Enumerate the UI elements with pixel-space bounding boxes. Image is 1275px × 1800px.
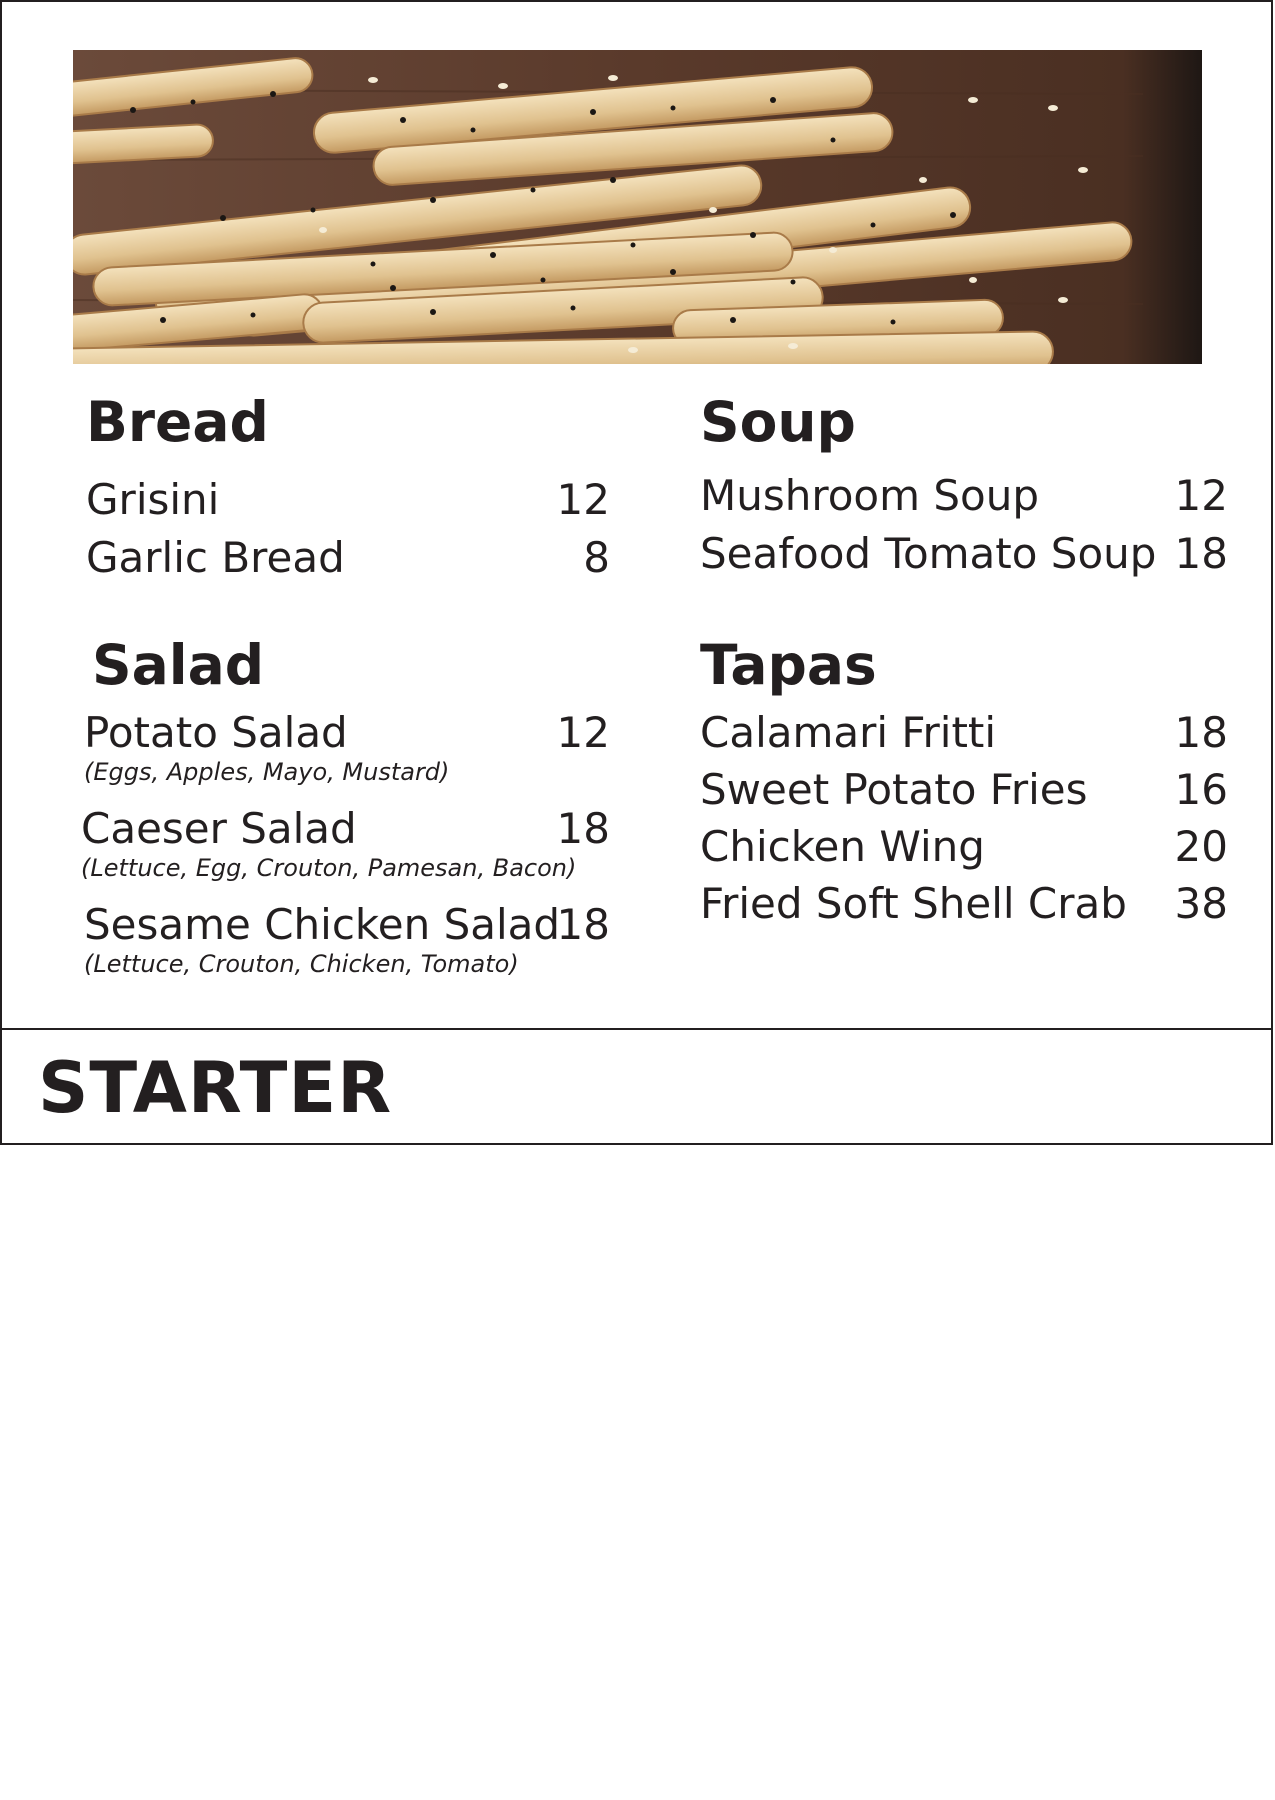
item-price: 38 [1174, 879, 1228, 928]
menu-item [700, 764, 1228, 820]
breadsticks-photo [73, 50, 1202, 364]
item-name: Grisini [86, 475, 220, 524]
item-name: Caeser Salad [81, 804, 357, 853]
menu-item [700, 528, 1228, 584]
item-price: 18 [1174, 708, 1228, 757]
item-name: Seafood Tomato Soup [700, 529, 1157, 578]
section-title-soup: Soup [700, 390, 856, 454]
item-name: Sweet Potato Fries [700, 765, 1088, 814]
item-price: 18 [556, 804, 610, 853]
item-name: Potato Salad [84, 708, 348, 757]
menu-item [86, 474, 610, 530]
section-title-salad: Salad [92, 633, 265, 697]
menu-item [700, 878, 1228, 934]
menu-item [86, 532, 610, 588]
item-price: 12 [1174, 471, 1228, 520]
item-price: 18 [1174, 529, 1228, 578]
menu-item [81, 803, 610, 882]
item-name: Mushroom Soup [700, 471, 1039, 520]
menu-item [84, 899, 610, 978]
section-tapas [700, 635, 1228, 955]
section-title-tapas: Tapas [700, 633, 877, 697]
section-bread [86, 392, 610, 592]
item-name: Fried Soft Shell Crab [700, 879, 1127, 928]
item-description: (Lettuce, Egg, Crouton, Pamesan, Bacon) [81, 854, 577, 882]
item-name: Sesame Chicken Salad [84, 900, 561, 949]
item-price: 8 [583, 533, 610, 582]
menu-item [700, 470, 1228, 526]
item-price: 20 [1174, 822, 1228, 871]
menu-item [700, 821, 1228, 877]
item-price: 18 [556, 900, 610, 949]
item-price: 12 [556, 475, 610, 524]
section-salad [81, 633, 610, 985]
menu-title: STARTER [38, 1047, 393, 1129]
item-description: (Lettuce, Crouton, Chicken, Tomato) [84, 950, 519, 978]
menu-item [700, 707, 1228, 763]
item-price: 12 [556, 708, 610, 757]
item-name: Chicken Wing [700, 822, 985, 871]
section-soup [700, 392, 1228, 592]
menu-title-band [0, 1028, 1273, 1145]
item-description: (Eggs, Apples, Mayo, Mustard) [84, 758, 450, 786]
item-name: Garlic Bread [86, 533, 345, 582]
item-name: Calamari Fritti [700, 708, 997, 757]
section-title-bread: Bread [86, 390, 269, 454]
menu-item [84, 707, 610, 786]
item-price: 16 [1174, 765, 1228, 814]
